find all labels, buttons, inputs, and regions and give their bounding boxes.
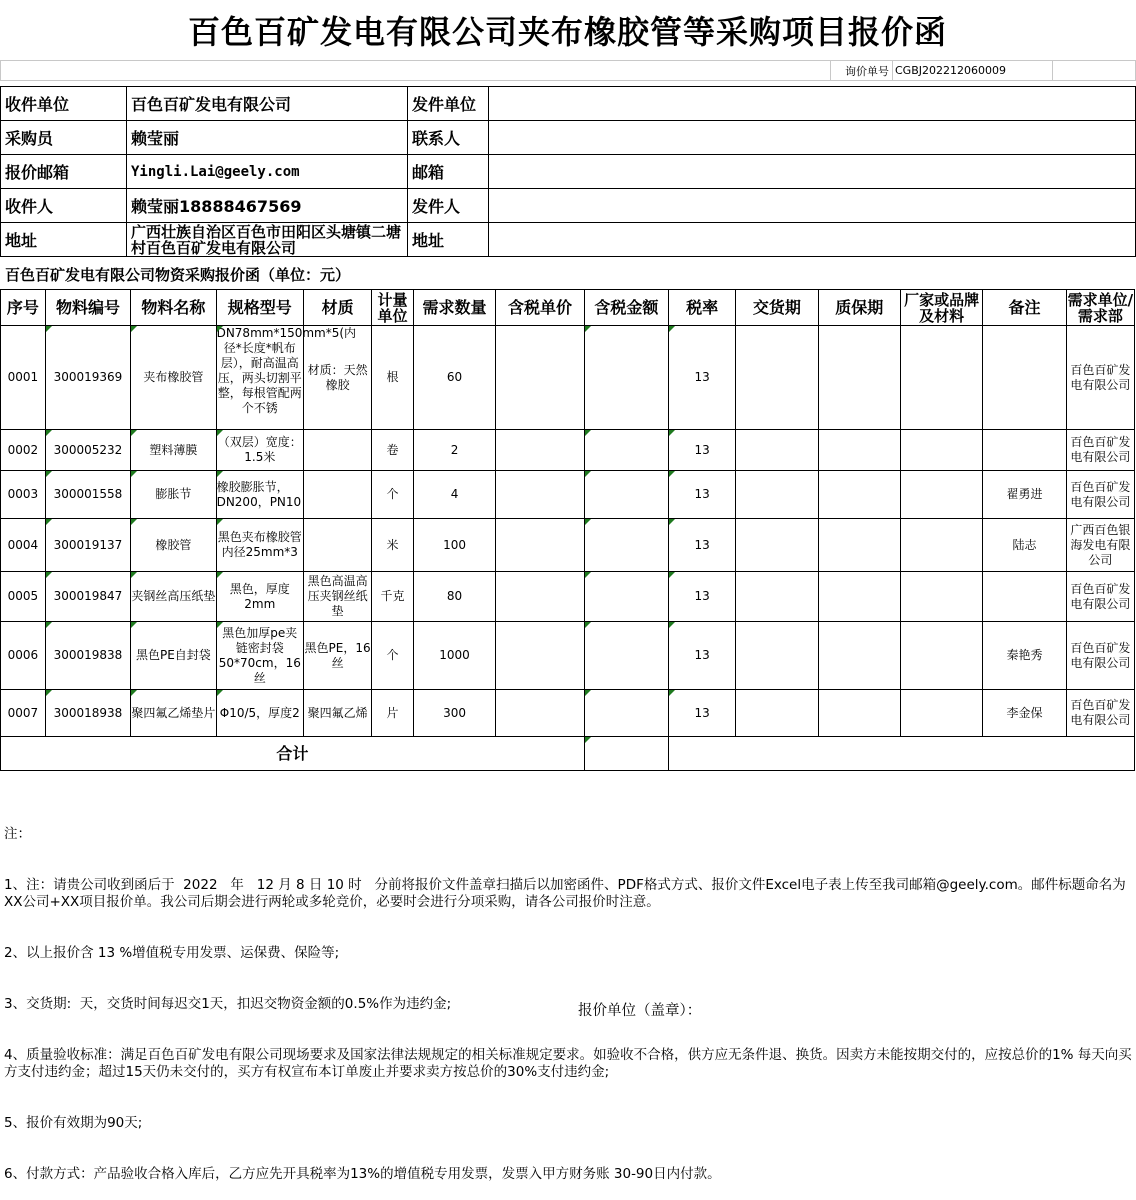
cell-remark xyxy=(983,430,1066,471)
cell-code: 300018938 xyxy=(45,690,130,737)
inquiry-row xyxy=(0,60,1136,81)
total-amount[interactable] xyxy=(584,737,668,771)
cell-code: 300019847 xyxy=(45,572,130,622)
cell-spec-text: DN78mm*150mm*5(内径*长度*帆布层），耐高温高压，两头切割平整，每根管配两个不锈 xyxy=(216,326,357,415)
header-spec: 规格型号 xyxy=(216,290,303,326)
cell-spec: 黑色夹布橡胶管内径25mm*3 xyxy=(216,519,303,572)
total-spacer xyxy=(669,737,1135,771)
cell-name: 膨胀节 xyxy=(131,471,216,519)
cell-no: 0006 xyxy=(1,622,46,690)
cell-spec: 橡胶膨胀节，DN200，PN10 xyxy=(216,471,303,519)
cell-spec: Φ10/5，厚度2 xyxy=(216,690,303,737)
total-label: 合计 xyxy=(1,737,585,771)
cell-unit: 片 xyxy=(372,690,414,737)
inquiry-label: 询价单号 xyxy=(831,61,893,81)
cell-no: 0002 xyxy=(1,430,46,471)
quotation-table xyxy=(0,289,1135,771)
cell-no: 0001 xyxy=(1,326,46,430)
cell-code: 300019838 xyxy=(45,622,130,690)
header-dept: 需求单位/需求部 xyxy=(1067,290,1134,325)
cell-qty: 80 xyxy=(413,572,495,622)
buyer-value: 赖莹丽 xyxy=(127,121,408,155)
cell-spec: （双层）宽度：1.5米 xyxy=(216,430,303,471)
sender-value xyxy=(489,189,1136,223)
header-material: 材质 xyxy=(304,290,372,326)
cell-brand[interactable] xyxy=(900,519,982,572)
cell-warranty[interactable] xyxy=(818,519,900,572)
cell-material xyxy=(304,519,372,572)
cell-warranty[interactable] xyxy=(818,572,900,622)
cell-code: 300019369 xyxy=(45,326,130,430)
cell-tax: 13 xyxy=(669,622,736,690)
note-line-2: 2、以上报价含 13 %增值税专用发票、运保费、保险等; xyxy=(4,945,340,961)
inquiry-spacer xyxy=(1,61,831,81)
header-warranty: 质保期 xyxy=(818,290,900,326)
cell-amount[interactable] xyxy=(584,471,668,519)
header-delivery: 交货期 xyxy=(736,290,818,326)
cell-price[interactable] xyxy=(496,622,584,690)
table-row xyxy=(1,572,1135,622)
table-row xyxy=(1,690,1135,737)
notes-block xyxy=(4,792,1132,1200)
cell-unit: 个 xyxy=(372,471,414,519)
cell-remark: 李金保 xyxy=(983,690,1066,737)
note-line-3: 3、交货期: 天，交货时间每迟交1天，扣迟交物资金额的0.5%作为违约金; xyxy=(4,996,452,1012)
sender-label: 发件人 xyxy=(408,189,489,223)
cell-unit: 卷 xyxy=(372,430,414,471)
header-code: 物料编号 xyxy=(45,290,130,326)
cell-unit: 米 xyxy=(372,519,414,572)
cell-name: 黑色PE自封袋 xyxy=(131,622,216,690)
cell-brand[interactable] xyxy=(900,572,982,622)
recipient-label: 收件人 xyxy=(1,189,127,223)
send-unit-value xyxy=(489,87,1136,121)
inquiry-number: CGBJ202212060009 xyxy=(893,61,1053,81)
cell-delivery[interactable] xyxy=(736,326,818,430)
cell-material: 黑色高温高压夹钢丝纸垫 xyxy=(304,572,372,622)
cell-amount[interactable] xyxy=(584,572,668,622)
cell-code: 300001558 xyxy=(45,471,130,519)
receive-unit-value: 百色百矿发电有限公司 xyxy=(127,87,408,121)
cell-amount[interactable] xyxy=(584,519,668,572)
table-row xyxy=(1,471,1135,519)
cell-warranty[interactable] xyxy=(818,326,900,430)
info-row-unit xyxy=(1,87,1136,121)
cell-qty: 300 xyxy=(413,690,495,737)
cell-code: 300005232 xyxy=(45,430,130,471)
cell-price[interactable] xyxy=(496,471,584,519)
email-label: 邮箱 xyxy=(408,155,489,189)
cell-tax: 13 xyxy=(669,430,736,471)
cell-spec: 黑色加厚pe夹链密封袋50*70cm，16丝 xyxy=(216,622,303,690)
contact-label: 联系人 xyxy=(408,121,489,155)
cell-dept: 百色百矿发电有限公司 xyxy=(1066,690,1134,737)
cell-warranty[interactable] xyxy=(818,690,900,737)
header-tax: 税率 xyxy=(669,290,736,326)
cell-name: 橡胶管 xyxy=(131,519,216,572)
cell-dept: 百色百矿发电有限公司 xyxy=(1066,572,1134,622)
address2-value xyxy=(489,223,1136,257)
cell-tax: 13 xyxy=(669,572,736,622)
cell-price[interactable] xyxy=(496,326,584,430)
cell-unit: 个 xyxy=(372,622,414,690)
cell-warranty[interactable] xyxy=(818,471,900,519)
cell-unit: 根 xyxy=(372,326,414,430)
cell-qty: 60 xyxy=(413,326,495,430)
cell-name: 夹布橡胶管 xyxy=(131,326,216,430)
cell-amount[interactable] xyxy=(584,430,668,471)
cell-brand[interactable] xyxy=(900,430,982,471)
table-header-row xyxy=(1,290,1135,326)
cell-amount[interactable] xyxy=(584,326,668,430)
notes-heading: 注： xyxy=(4,826,31,842)
cell-dept: 广西百色银海发电有限公司 xyxy=(1066,519,1134,572)
address-value: 广西壮族自治区百色市田阳区头塘镇二塘村百色百矿发电有限公司 xyxy=(127,223,408,257)
cell-price[interactable] xyxy=(496,572,584,622)
cell-warranty[interactable] xyxy=(818,430,900,471)
cell-name: 聚四氟乙烯垫片 xyxy=(131,690,216,737)
document-title: 百色百矿发电有限公司夹布橡胶管等采购项目报价函 xyxy=(187,13,947,51)
cell-qty: 2 xyxy=(413,430,495,471)
cell-price[interactable] xyxy=(496,519,584,572)
cell-tax: 13 xyxy=(669,471,736,519)
note-line-4: 4、质量验收标准：满足百色百矿发电有限公司现场要求及国家法律法规规定的相关标准规定要求。如验收不合格，供方应无条件退、换货。因卖方未能按期交付的，应按总价的1% 每天向买方支付违约金；超过15天仍未交付的，买方有权宣布本订单废止并要求卖方按总价的30%支付违约金; xyxy=(4,1047,1132,1080)
cell-material xyxy=(304,471,372,519)
contact-value xyxy=(489,121,1136,155)
header-name: 物料名称 xyxy=(131,290,216,326)
info-row-recipient xyxy=(1,189,1136,223)
info-row-email xyxy=(1,155,1136,189)
cell-dept: 百色百矿发电有限公司 xyxy=(1066,430,1134,471)
header-amount: 含税金额 xyxy=(584,290,668,326)
header-price: 含税单价 xyxy=(496,290,584,326)
email-value xyxy=(489,155,1136,189)
section-title: 百色百矿发电有限公司物资采购报价函（单位：元） xyxy=(5,266,351,284)
recipient-value: 赖莹丽18888467569 xyxy=(127,189,408,223)
cell-qty: 1000 xyxy=(413,622,495,690)
table-row xyxy=(1,519,1135,572)
address2-label: 地址 xyxy=(408,223,489,257)
cell-dept: 百色百矿发电有限公司 xyxy=(1066,471,1134,519)
cell-material: 聚四氟乙烯 xyxy=(304,690,372,737)
cell-brand[interactable] xyxy=(900,622,982,690)
buyer-label: 采购员 xyxy=(1,121,127,155)
quote-email-value: Yingli.Lai@geely.com xyxy=(127,155,408,189)
receive-unit-label: 收件单位 xyxy=(1,87,127,121)
cell-remark: 秦艳秀 xyxy=(983,622,1066,690)
address-label: 地址 xyxy=(1,223,127,257)
header-remark: 备注 xyxy=(983,290,1066,326)
cell-price[interactable] xyxy=(496,690,584,737)
cell-dept: 百色百矿发电有限公司 xyxy=(1066,326,1134,430)
cell-brand[interactable] xyxy=(900,326,982,430)
cell-tax: 13 xyxy=(669,690,736,737)
cell-spec: 黑色，厚度2mm xyxy=(216,572,303,622)
cell-unit: 千克 xyxy=(372,572,414,622)
cell-price[interactable] xyxy=(496,430,584,471)
cell-name: 塑料薄膜 xyxy=(131,430,216,471)
note-line-5: 5、报价有效期为90天; xyxy=(4,1115,143,1131)
cell-remark xyxy=(983,572,1066,622)
inquiry-spacer-right xyxy=(1053,61,1136,81)
info-table xyxy=(0,86,1136,257)
cell-code: 300019137 xyxy=(45,519,130,572)
cell-no: 0007 xyxy=(1,690,46,737)
header-brand: 厂家或品牌及材料 xyxy=(900,290,982,326)
cell-tax: 13 xyxy=(669,519,736,572)
cell-no: 0005 xyxy=(1,572,46,622)
cell-remark: 陆志 xyxy=(983,519,1066,572)
cell-delivery[interactable] xyxy=(736,690,818,737)
cell-amount[interactable] xyxy=(584,622,668,690)
cell-no: 0004 xyxy=(1,519,46,572)
cell-material xyxy=(304,430,372,471)
cell-dept: 百色百矿发电有限公司 xyxy=(1066,622,1134,690)
cell-delivery[interactable] xyxy=(736,622,818,690)
cell-tax: 13 xyxy=(669,326,736,430)
total-row xyxy=(1,737,1135,771)
info-row-address xyxy=(1,223,1136,257)
cell-delivery[interactable] xyxy=(736,519,818,572)
cell-delivery[interactable] xyxy=(736,471,818,519)
send-unit-label: 发件单位 xyxy=(408,87,489,121)
cell-material: 黑色PE，16丝 xyxy=(304,622,372,690)
cell-delivery[interactable] xyxy=(736,572,818,622)
table-row xyxy=(1,430,1135,471)
info-row-buyer xyxy=(1,121,1136,155)
cell-material: 材质：天然橡胶 xyxy=(304,326,372,430)
stamp-label: 报价单位（盖章）： xyxy=(578,1003,702,1019)
cell-name: 夹钢丝高压纸垫 xyxy=(131,572,216,622)
header-unit: 计量单位 xyxy=(372,290,414,326)
cell-amount[interactable] xyxy=(584,690,668,737)
cell-qty: 4 xyxy=(413,471,495,519)
note-line-1: 1、注：请贵公司收到函后于 2022 年 12 月 8 日 10 时 分前将报价文件盖章扫描后以加密函件、PDF格式方式、报价文件Excel电子表上传至我司邮箱@geely.com。邮件标题命名为XX公司+XX项目报价单。我公司后期会进行两轮或多轮竞价，必要时会进行分项采购，请各公司报价时注意。 xyxy=(4,877,1126,910)
table-row xyxy=(1,326,1135,430)
cell-brand[interactable] xyxy=(900,690,982,737)
note-line-6: 6、付款方式：产品验收合格入库后，乙方应先开具税率为13%的增值税专用发票，发票入甲方财务账 30-90日内付款。 xyxy=(4,1166,721,1182)
cell-delivery[interactable] xyxy=(736,430,818,471)
cell-remark: 翟勇进 xyxy=(983,471,1066,519)
table-row xyxy=(1,622,1135,690)
header-qty: 需求数量 xyxy=(413,290,495,326)
cell-no: 0003 xyxy=(1,471,46,519)
header-no: 序号 xyxy=(1,290,46,326)
quote-email-label: 报价邮箱 xyxy=(1,155,127,189)
cell-brand[interactable] xyxy=(900,471,982,519)
cell-warranty[interactable] xyxy=(818,622,900,690)
cell-remark xyxy=(983,326,1066,430)
cell-qty: 100 xyxy=(413,519,495,572)
